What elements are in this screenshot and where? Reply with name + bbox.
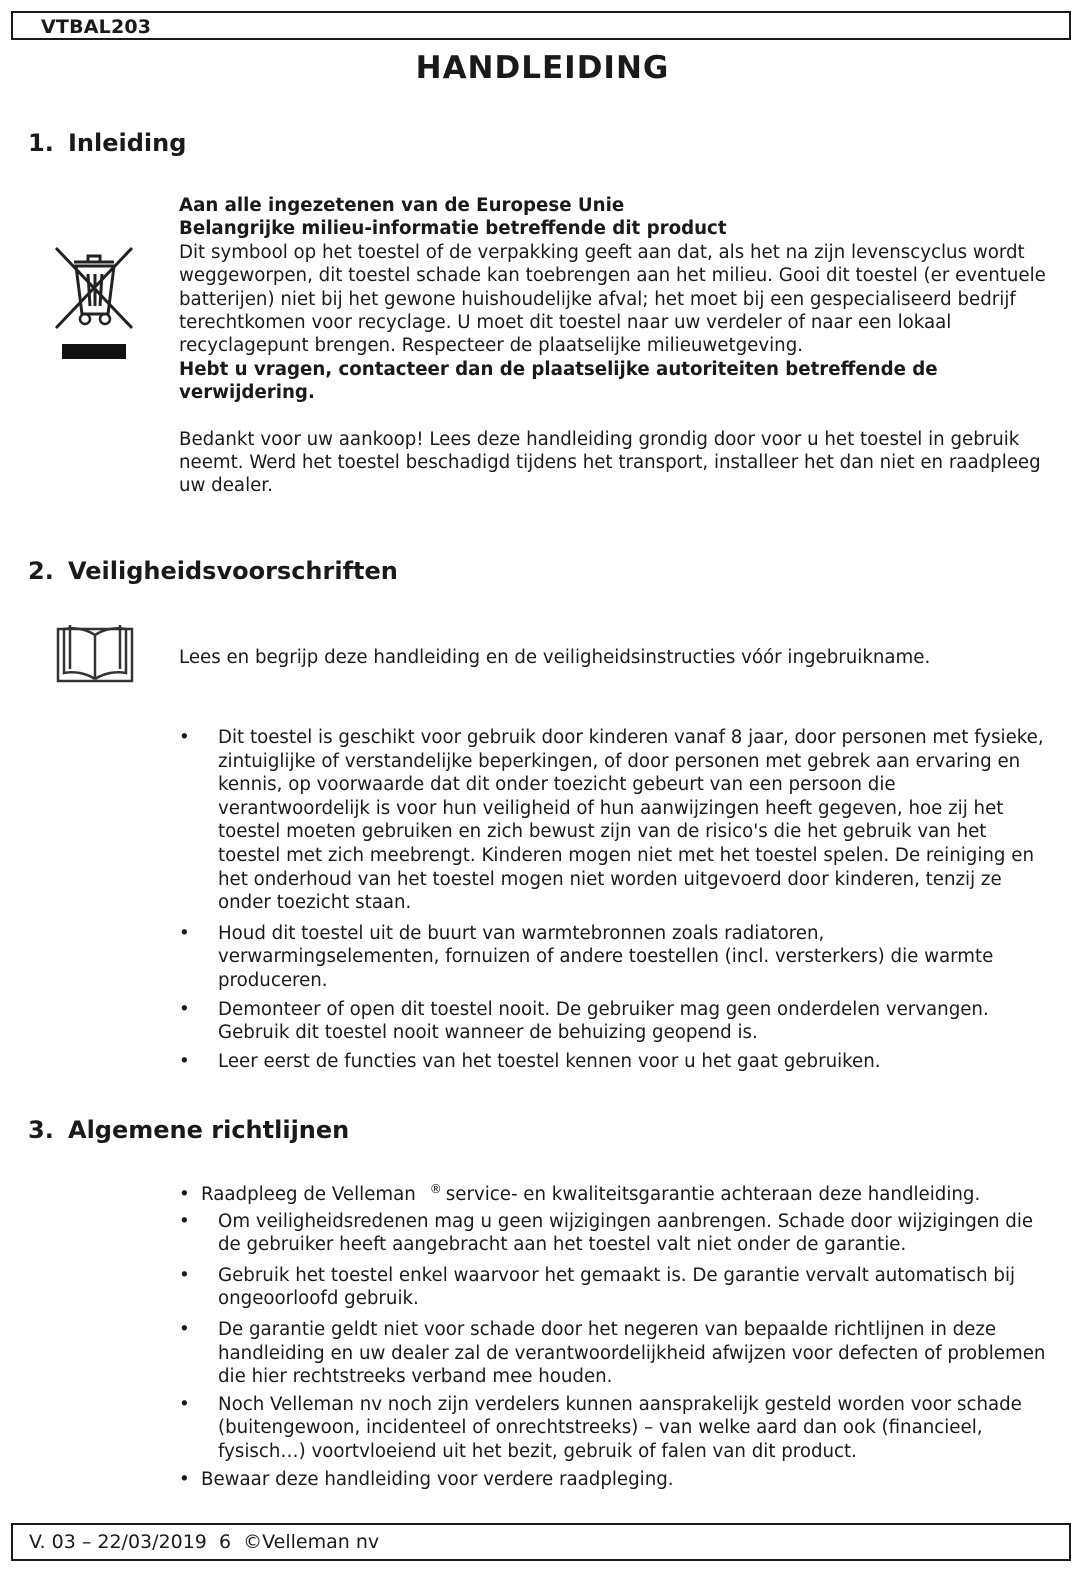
section-3-number: 3. xyxy=(28,1116,54,1144)
footer-bar xyxy=(11,1523,1071,1561)
section-2-number: 2. xyxy=(28,557,54,585)
model-code: VTBAL203 xyxy=(41,16,152,38)
questions-line: Hebt u vragen, contacteer dan de plaatselijke autoriteiten betreffende de verwijdering. xyxy=(179,358,938,404)
intro-text-block xyxy=(179,194,1064,498)
safety-list-container xyxy=(179,726,1049,1073)
velleman-guarantee-text: service- en kwaliteitsgarantie achteraan deze handleiding. xyxy=(445,1184,981,1205)
section-1-title: Inleiding xyxy=(68,129,187,157)
environment-info-heading: Belangrijke milieu-informatie betreffende dit product xyxy=(179,218,727,240)
thanks-paragraph: Bedankt voor uw aankoop! Lees deze handleiding grondig door voor u het toestel in gebruik neemt. Werd het toestel beschadigd tijdens het transport, installeer het dan niet en raadpleeg uw dealer. xyxy=(179,428,1041,497)
section-1-number: 1. xyxy=(28,129,54,157)
section-1-heading xyxy=(28,129,186,157)
general-list-container xyxy=(179,1183,1049,1491)
general-bullet-list xyxy=(179,1183,1049,1491)
general-bullet-item xyxy=(179,1183,1049,1207)
eu-residents-line: Aan alle ingezetenen van de Europese Unie xyxy=(179,195,625,216)
registered-trademark-mark: ® xyxy=(429,1181,442,1196)
footer-version-text: V. 03 – 22/03/2019 6 ©Velleman nv xyxy=(29,1531,380,1553)
section-2-heading xyxy=(28,557,398,585)
header-bar xyxy=(11,11,1071,40)
general-bullet-item: • Gebruik het toestel enkel waarvoor het gemaakt is. De garantie vervalt automatisch bij ongeoorloofd gebruik. xyxy=(179,1264,1049,1311)
section-3-title: Algemene richtlijnen xyxy=(68,1116,350,1144)
safety-bullet-item: • Houd dit toestel uit de buurt van warmtebronnen zoals radiatoren, verwarmingselementen, fornuizen of andere toestellen (incl. versterkers) die warmte produceren. xyxy=(179,922,1049,993)
general-bullet-item: • Noch Velleman nv noch zijn verdelers kunnen aansprakelijk gesteld worden voor schade (buitengewoon, incidenteel of onrechtstreeks) – van welke aard dan ook (financieel, fysisch…) voortvloeiend uit het bezit, gebruik of falen van dit product. xyxy=(179,1393,1049,1464)
safety-bullet-list xyxy=(179,726,1049,1073)
weee-bin-icon xyxy=(52,244,136,368)
document-title: HANDLEIDING xyxy=(415,50,670,86)
section-2-title: Veiligheidsvoorschriften xyxy=(68,557,398,585)
general-bullet-item: • Bewaar deze handleiding voor verdere raadpleging. xyxy=(179,1468,1049,1492)
safety-bullet-item: • Demonteer of open dit toestel nooit. De gebruiker mag geen onderdelen vervangen. Gebruik dit toestel nooit wanneer de behuizing geopend is. xyxy=(179,998,1049,1045)
general-bullet-item: • De garantie geldt niet voor schade door het negeren van bepaalde richtlijnen in deze handleiding en uw dealer zal de verantwoordelijkheid afwijzen voor defecten of problemen die hier rechtstreeks verband mee houden. xyxy=(179,1318,1049,1389)
read-manual-icon xyxy=(56,621,134,687)
velleman-service-text: Raadpleeg de Velleman xyxy=(201,1184,416,1205)
environment-info-text: Dit symbool op het toestel of de verpakking geeft aan dat, als het na zijn levenscyclus wordt weggeworpen, dit toestel schade kan toebrengen aan het milieu. Gooi dit toestel (er eventuele batterijen) niet bij het gewone huishoudelijke afval; het moet bij een gespecialiseerd bedrijf terechtkomen voor recyclage. U moet dit toestel naar uw verdeler of naar een lokaal recyclagepunt brengen. Respecteer de plaatselijke milieuwetgeving. xyxy=(179,241,1046,357)
safety-bullet-item: • Dit toestel is geschikt voor gebruik door kinderen vanaf 8 jaar, door personen met fysieke, zintuiglijke of verstandelijke beperkingen, of door personen met gebrek aan ervaring en kennis, op voorwaarde dat dit onder toezicht gebeurt van een persoon die verantwoordelijk is voor hun veiligheid of hun aanwijzingen heeft gegeven, hoe zij het toestel moeten gebruiken en zich bewust zijn van de risico's die het gebruik van het toestel met zich meebrengt. Kinderen mogen niet met het toestel spelen. De reiniging en het onderhoud van het toestel mogen niet worden uitgevoerd door kinderen, tenzij ze onder toezicht staan. xyxy=(179,726,1049,915)
section-3-heading xyxy=(28,1116,349,1144)
read-manual-instruction: Lees en begrijp deze handleiding en de veiligheidsinstructies vóór ingebruikname. xyxy=(179,647,931,668)
safety-bullet-item: • Leer eerst de functies van het toestel kennen voor u het gaat gebruiken. xyxy=(179,1050,1049,1074)
general-bullet-item: • Om veiligheidsredenen mag u geen wijzigingen aanbrengen. Schade door wijzigingen die de gebruiker heeft aangebracht aan het toestel valt niet onder de garantie. xyxy=(179,1210,1049,1257)
